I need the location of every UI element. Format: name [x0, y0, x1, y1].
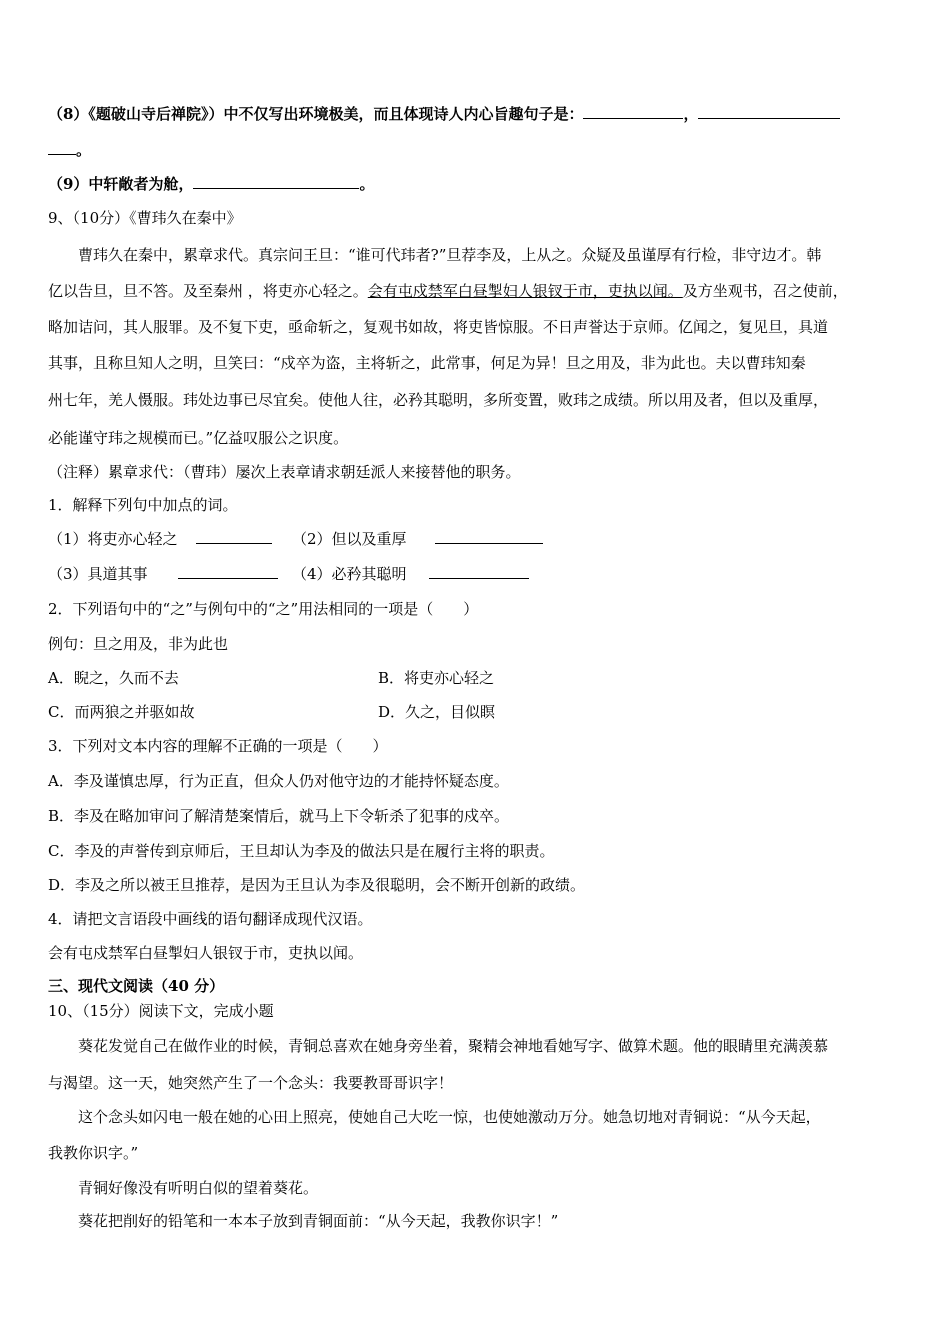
passage-line: 其事，且称旦知人之明，旦笑曰：“戍卒为盗，主将斩之，此常事，何足为异！旦之用及，非为此也。夫以曹玮知秦 — [48, 354, 806, 372]
q3-option-b: B．李及在略加审问了解清楚案情后，就马上下令斩杀了犯事的戍卒。 — [48, 807, 510, 825]
q2-option-c: C．而两狼之并驱如故 — [48, 703, 195, 721]
q2-option-b: B．将吏亦心轻之 — [378, 669, 495, 687]
q2-option-d: D．久之，目似瞑 — [378, 703, 496, 721]
question-4: 4．请把文言语段中画线的语句翻译成现代汉语。 — [48, 910, 373, 928]
story-line: 我教你识字。” — [48, 1144, 139, 1162]
answer-blank — [435, 529, 543, 544]
answer-blank — [178, 564, 278, 579]
q3-option-a: A．李及谨慎忠厚，行为正直，但众人仍对他守边的才能持怀疑态度。 — [48, 772, 509, 790]
answer-blank — [429, 564, 529, 579]
section-title: 三、现代文阅读（40 分） — [48, 977, 225, 995]
story-line: 葵花把削好的铅笔和一本本子放到青铜面前：“从今天起，我教你识字！” — [78, 1212, 559, 1230]
q1-item-4: （4）必矜其聪明 — [292, 564, 529, 584]
q2-example: 例句：旦之用及，非为此也 — [48, 635, 229, 653]
answer-blank — [698, 104, 840, 119]
passage-line: 亿以告旦，旦不答。及至秦州 ，将吏亦心轻之。会有屯戍禁军白昼掣妇人银钗于市，吏执以闻。及方坐观书，召之使前， — [48, 282, 848, 300]
q4-sentence: 会有屯戍禁军白昼掣妇人银钗于市，吏执以闻。 — [48, 944, 364, 962]
underlined-sentence: 会有屯戍禁军白昼掣妇人银钗于市，吏执以闻。 — [367, 282, 683, 300]
story-line: 与渴望。这一天，她突然产生了一个念头：我要教哥哥识字！ — [48, 1074, 454, 1092]
section9-header: 9、（10分）《曹玮久在秦中》 — [48, 209, 242, 227]
passage-line: 略加诘问，其人服罪。及不复下吏，亟命斩之，复观书如故，将吏皆惊服。不日声誉达于京师。亿闻之，复见旦，具道 — [48, 318, 829, 336]
section10-header: 10、（15分）阅读下文，完成小题 — [48, 1002, 274, 1020]
answer-blank — [48, 140, 76, 155]
q3-option-c: C．李及的声誉传到京师后，王旦却认为李及的做法只是在履行主将的职责。 — [48, 842, 555, 860]
q8-text: （8）《题破山寺后禅院》）中不仅写出环境极美，而且体现诗人内心旨趣句子是： — [48, 105, 584, 123]
story-line: 葵花发觉自己在做作业的时候，青铜总喜欢在她身旁坐着，聚精会神地看她写字、做算术题。他的眼睛里充满羡慕 — [78, 1037, 829, 1055]
q1-row-2: （3）具道其事 — [48, 564, 278, 584]
question-2: 2．下列语句中的“之”与例句中的“之”用法相同的一项是（ ） — [48, 600, 479, 618]
answer-blank — [583, 104, 683, 119]
answer-blank — [196, 529, 272, 544]
question-3: 3．下列对文本内容的理解不正确的一项是（ ） — [48, 737, 388, 755]
answer-blank — [193, 174, 359, 189]
passage-line: 必能谨守玮之规模而已。”亿益叹服公之识度。 — [48, 429, 349, 447]
passage-line: 州七年，羌人慑服。玮处边事已尽宜矣。使他人往，必矜其聪明，多所变置，败玮之成绩。所以用及者，但以及重厚， — [48, 391, 829, 409]
q2-option-a: A．睨之，久而不去 — [48, 669, 179, 687]
passage-line: 曹玮久在秦中，累章求代。真宗问王旦：“谁可代玮者?”旦荐李及，上从之。众疑及虽谨厚有行检，非守边才。韩 — [78, 246, 822, 264]
q8-line-cont: 。 — [48, 140, 91, 160]
q1-row-1: （1）将吏亦心轻之 — [48, 529, 272, 549]
q3-option-d: D．李及之所以被王旦推荐，是因为王旦认为李及很聪明，会不断开创新的政绩。 — [48, 876, 586, 894]
story-line: 青铜好像没有听明白似的望着葵花。 — [78, 1179, 319, 1197]
q8-line: （8）《题破山寺后禅院》）中不仅写出环境极美，而且体现诗人内心旨趣句子是： ， — [48, 104, 840, 124]
question-1: 1．解释下列句中加点的词。 — [48, 496, 238, 514]
q1-item-2: （2）但以及重厚 — [292, 529, 543, 549]
annotation: （注释）累章求代：（曹玮）屡次上表章请求朝廷派人来接替他的职务。 — [48, 463, 521, 481]
story-line: 这个念头如闪电一般在她的心田上照亮，使她自己大吃一惊，也使她激动万分。她急切地对青铜说：“从今天起， — [78, 1108, 821, 1126]
q9-fill-line: （9）中轩敞者为舱， 。 — [48, 175, 375, 193]
